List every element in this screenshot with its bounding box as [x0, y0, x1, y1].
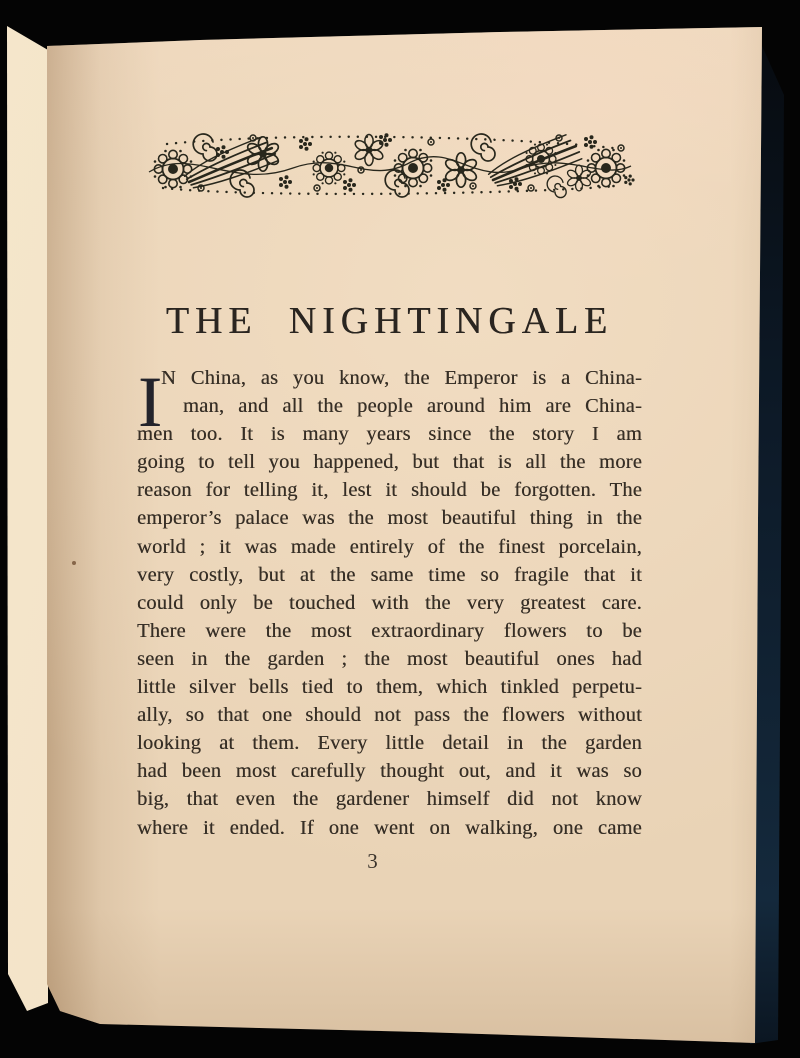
- chapter-title: THE NIGHTINGALE: [165, 300, 614, 342]
- text-line: very costly, but at the same time so fragile that it: [137, 563, 642, 586]
- text-line: N China, as you know, the Emperor is a China-: [161, 367, 642, 389]
- story-text: [137, 364, 642, 842]
- text-line: where it ended. If one went on walking, one came: [137, 816, 642, 839]
- text-line: could only be touched with the very greatest care.: [137, 591, 642, 614]
- text-line: man, and all the people around him are China-: [183, 395, 642, 418]
- text-line: big, that even the gardener himself did not know: [137, 788, 642, 811]
- text-line: going to tell you happened, but that is all the more: [137, 451, 642, 474]
- text-line: emperor’s palace was the most beautiful thing in the: [137, 507, 642, 530]
- text-line: There were the most extraordinary flowers to be: [137, 619, 642, 642]
- text-line: world ; it was made entirely of the finest porcelain,: [137, 535, 642, 558]
- text-line: looking at them. Every little detail in the garden: [137, 732, 642, 755]
- paper-speck: [72, 561, 76, 565]
- text-line: had been most carefully thought out, and it was so: [137, 760, 642, 783]
- text-line: men too. It is many years since the story I am: [137, 423, 642, 446]
- drop-cap: I: [138, 362, 162, 442]
- page-content: [137, 0, 642, 1058]
- page-number: 3: [367, 849, 378, 873]
- text-line: ally, so that one should not pass the flowers without: [137, 704, 642, 727]
- text-line: reason for telling it, lest it should be forgotten. The: [137, 479, 642, 502]
- text-line: seen in the garden ; the most beautiful ones had: [137, 647, 642, 670]
- floral-garland-headpiece-icon: [143, 128, 637, 204]
- text-line: little silver bells tied to them, which tinkled perpetu-: [137, 676, 642, 699]
